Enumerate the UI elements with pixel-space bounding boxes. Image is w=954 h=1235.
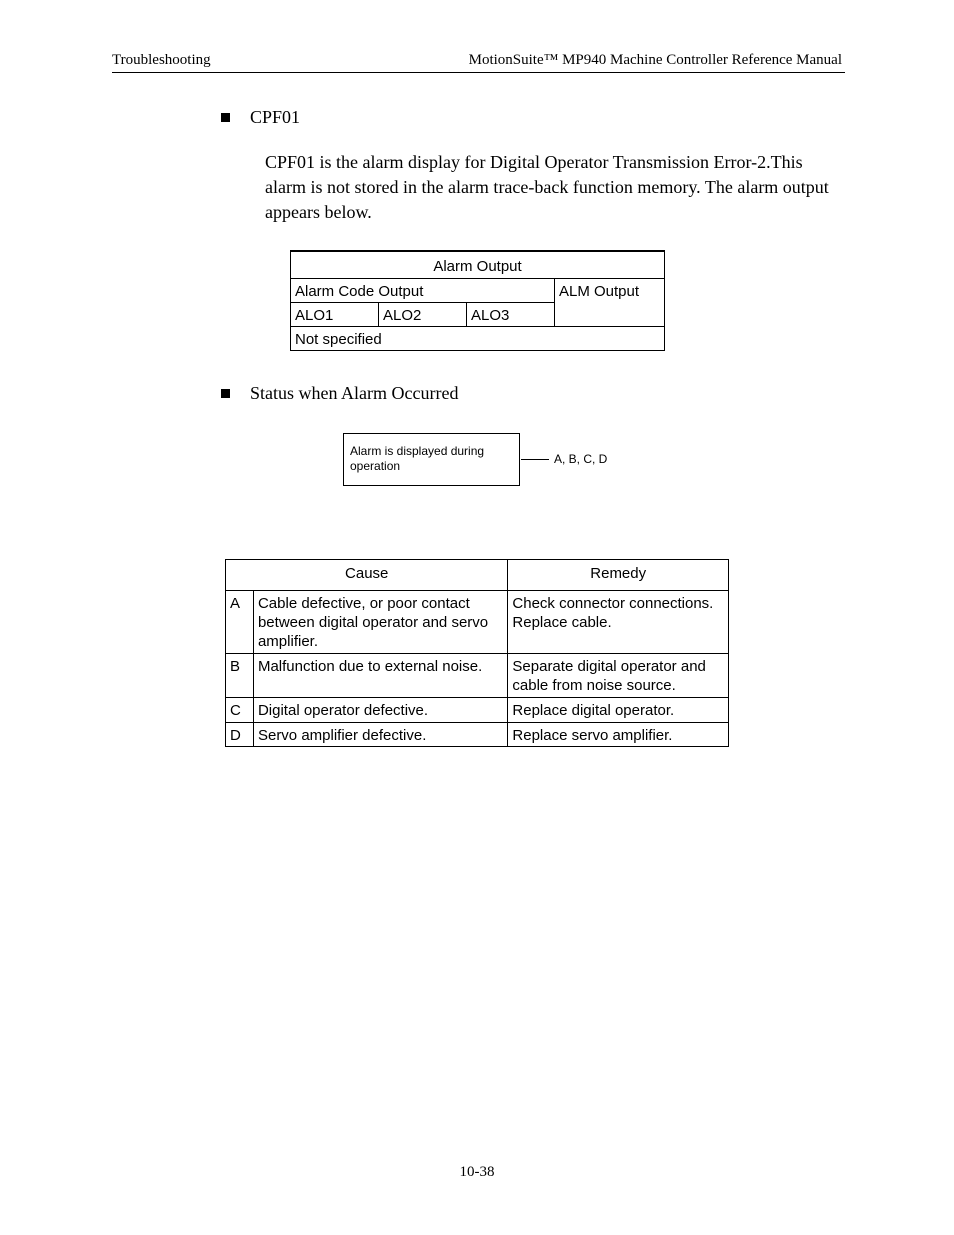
status-label: A, B, C, D: [554, 452, 608, 466]
remedy-header: Remedy: [508, 560, 729, 591]
row-id: D: [226, 723, 254, 747]
row-id: B: [226, 654, 254, 698]
table-row: [226, 654, 729, 698]
row-remedy: Replace servo amplifier.: [508, 723, 729, 747]
status-box: Alarm is displayed during operation: [343, 433, 520, 486]
header-manual-title: MotionSuite™ MP940 Machine Controller Reference Manual: [468, 52, 842, 68]
row-cause: Digital operator defective.: [253, 698, 507, 723]
table-row: [226, 723, 729, 747]
alo2-header: ALO2: [379, 302, 467, 326]
alarm-code-output-header: Alarm Code Output: [291, 278, 555, 302]
row-id: A: [226, 591, 254, 654]
row-remedy: Separate digital operator and cable from noise source.: [508, 654, 729, 698]
table-row: [226, 698, 729, 723]
cpf01-description: CPF01 is the alarm display for Digital Operator Transmission Error-2.This alarm is not stored in the alarm trace-back function memory. The alarm output appears below.: [265, 152, 829, 222]
alo1-header: ALO1: [291, 302, 379, 326]
section-cpf01-title: CPF01: [250, 107, 301, 127]
row-cause: Malfunction due to external noise.: [253, 654, 507, 698]
row-cause: Servo amplifier defective.: [253, 723, 507, 747]
alarm-output-title: Alarm Output: [291, 251, 665, 278]
section-status-title: Status when Alarm Occurred: [250, 383, 459, 403]
table-row: [226, 591, 729, 654]
row-remedy: Replace digital operator.: [508, 698, 729, 723]
page-number: 10-38: [459, 1164, 495, 1180]
alarm-output-table: [290, 250, 665, 351]
section-status-heading: [221, 383, 458, 404]
alarm-output-value: Not specified: [291, 326, 665, 350]
header-divider: [112, 72, 845, 73]
square-bullet-icon: [221, 389, 230, 398]
status-connector-line: [521, 459, 549, 460]
section-cpf01-heading: [221, 107, 300, 128]
alm-output-header: ALM Output: [555, 278, 665, 326]
cause-header: Cause: [226, 560, 508, 591]
header-section: Troubleshooting: [112, 52, 211, 68]
alo3-header: ALO3: [467, 302, 555, 326]
row-remedy: Check connector connections. Replace cable.: [508, 591, 729, 654]
cause-remedy-table: [225, 559, 729, 747]
square-bullet-icon: [221, 113, 230, 122]
row-cause: Cable defective, or poor contact between digital operator and servo amplifier.: [253, 591, 507, 654]
row-id: C: [226, 698, 254, 723]
